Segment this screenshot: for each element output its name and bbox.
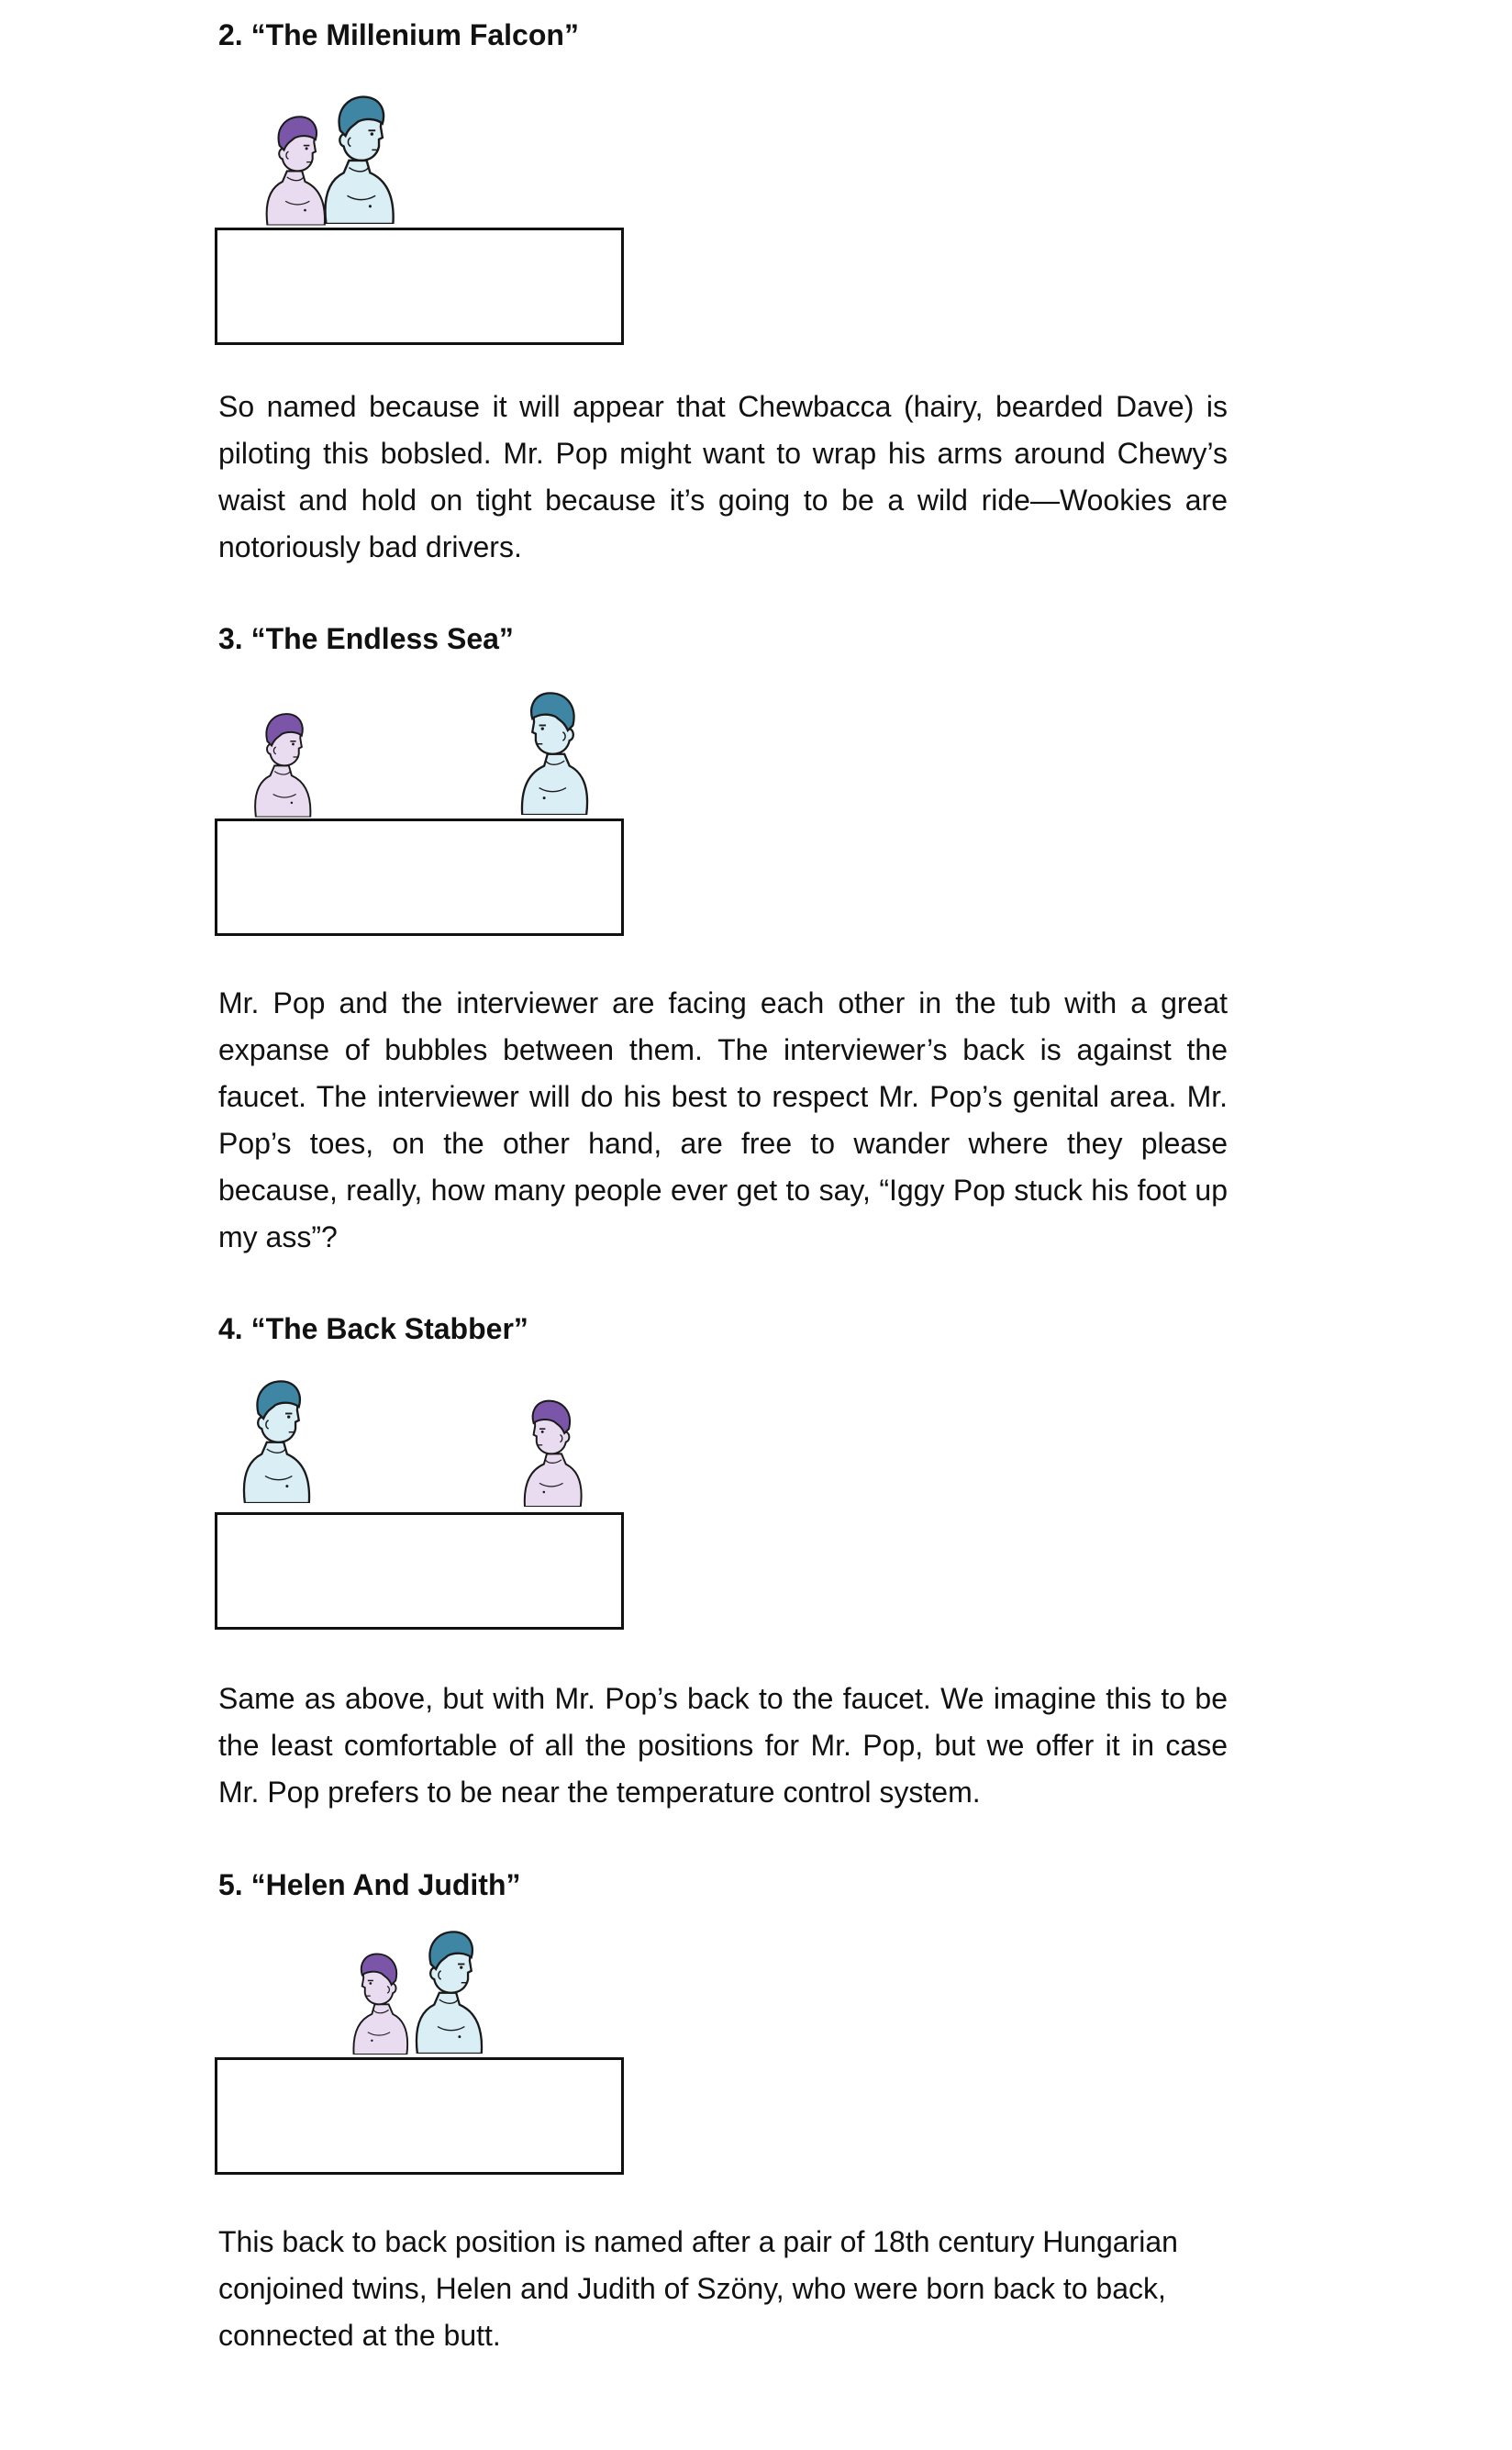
blue-bather-icon — [233, 1371, 317, 1509]
bathtub-outline — [215, 819, 624, 936]
purple-bather-icon — [517, 1395, 591, 1509]
bathtub-outline — [215, 228, 624, 345]
section-body-endless-sea: Mr. Pop and the interviewer are facing each other in the tub with a great expanse of bubbles between them. The interviewer’s back is against the faucet. The interviewer will do his best to respect Mr. Pop’s genital area. Mr. Pop’s toes, on the other hand, are free to wander where they please because, really, how many people ever get to say, “Iggy Pop stuck his foot up my ass”? — [218, 986, 1228, 1253]
blue-bather-icon — [514, 683, 598, 820]
section-body-helen-and-judith: This back to back position is named after a pair of 18th century Hungarian conjoined twins, Helen and Judith of Szöny, who were born back to back, connected at the butt. — [218, 2225, 1178, 2352]
figure-millenium-falcon — [215, 88, 624, 345]
blue-bather-icon — [406, 1921, 490, 2059]
section-heading-back-stabber: 4. “The Back Stabber” — [218, 1312, 528, 1345]
blue-bather-icon — [314, 90, 402, 226]
section-heading-helen-and-judith: 5. “Helen And Judith” — [218, 1868, 521, 1901]
section-body-millenium-falcon: So named because it will appear that Chewbacca (hairy, bearded Dave) is piloting this bobsled. Mr. Pop might want to wrap his arms around Chewy’s waist and hold on tight because it’s going to be a wild ride—Wookies are notoriously bad drivers. — [218, 390, 1228, 563]
section-body-back-stabber: Same as above, but with Mr. Pop’s back to the faucet. We imagine this to be the least comfortable of all the positions for Mr. Pop, but we offer it in case Mr. Pop prefers to be near the temperature control system. — [218, 1682, 1228, 1809]
section-heading-endless-sea: 3. “The Endless Sea” — [218, 622, 514, 655]
bathtub-outline — [215, 1512, 624, 1630]
purple-bather-icon — [246, 707, 317, 820]
figure-helen-and-judith — [215, 1918, 624, 2175]
section-heading-millenium-falcon: 2. “The Millenium Falcon” — [218, 18, 579, 51]
bathtub-outline — [215, 2057, 624, 2175]
figure-back-stabber — [215, 1371, 624, 1628]
figure-endless-sea — [215, 679, 624, 936]
